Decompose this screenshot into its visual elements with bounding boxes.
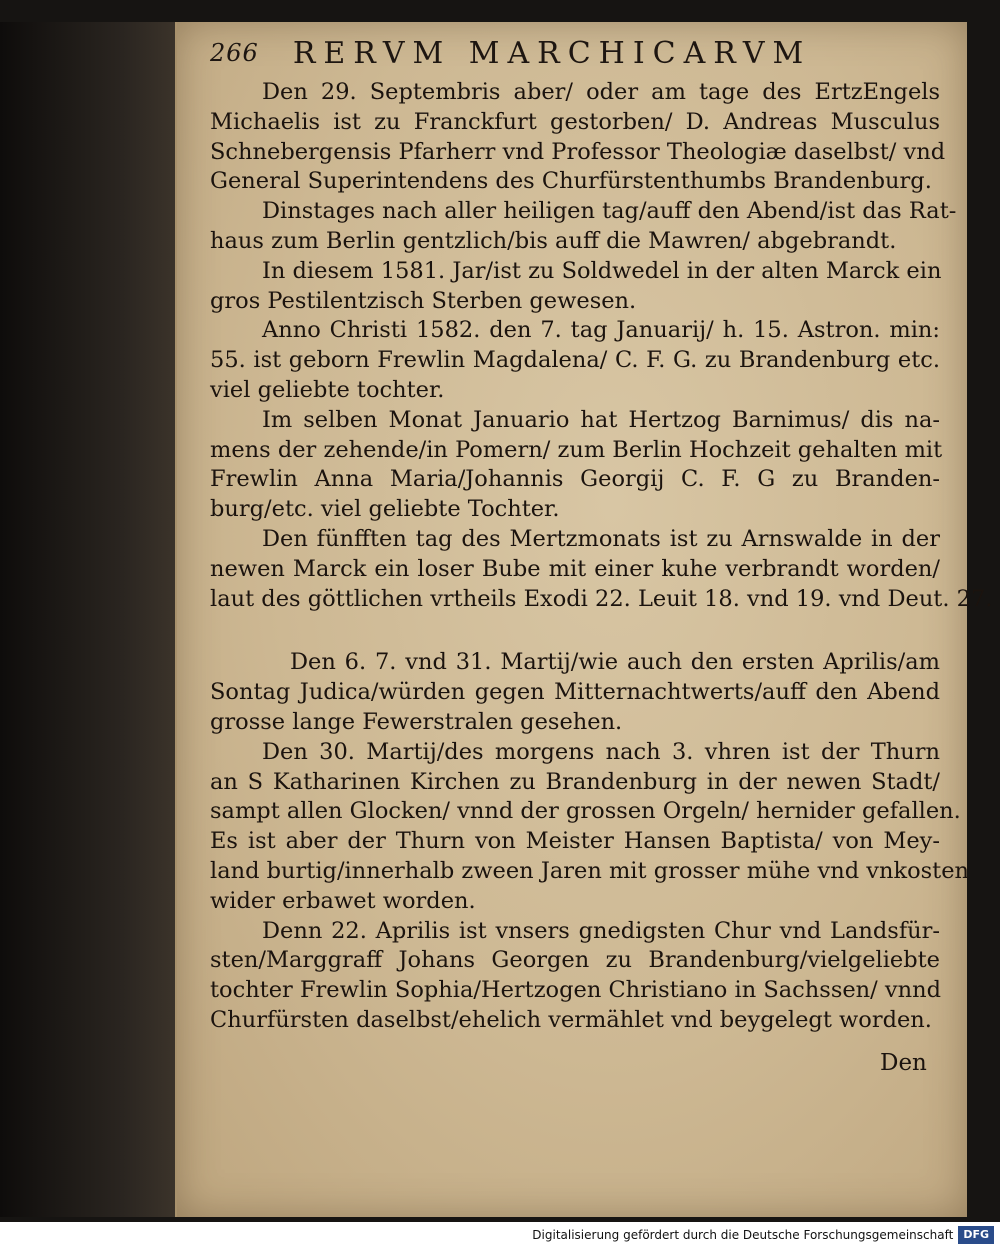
text-line: grosse lange Fewerstralen gesehen. [210,708,623,735]
text-line: viel geliebte tochter. [210,376,445,403]
text-line: Den 29. Septembris aber/ oder am tage des ErtzEngels [262,79,940,105]
text-line: Den fünfften tag des Mertzmonats ist zu Arnswalde in der [262,525,940,552]
text-line: newen Marck ein loser Bube mit einer kuhe verbrandt worden/ [210,555,940,582]
text-line: In diesem 1581. Jar/ist zu Soldwedel in der alten Marck ein [262,257,942,284]
text-line: wider erbawet worden. [210,887,476,914]
text-line: Anno Christi 1582. den 7. tag Januarij/ h. 15. Astron. min: [262,317,940,344]
page-text [210,78,993,1036]
text-line: Schnebergensis Pfarherr vnd Professor Theologiæ daselbst/ vnd [210,138,946,165]
text-line: Sontag Judica/würden gegen Mitternachtwerts/auff den Abend [210,679,940,706]
text-line: Denn 22. Aprilis ist vnsers gnedigsten Chur vnd Landsfür- [262,917,940,944]
text-line: Dinstages nach aller heiligen tag/auff den Abend/ist das Rat- [262,198,957,225]
text-line: Michaelis ist zu Franckfurt gestorben/ D. Andreas Musculus [210,108,940,135]
text-line: Den 30. Martij/des morgens nach 3. vhren ist der Thurn [262,738,940,765]
text-line: Im selben Monat Januario hat Hertzog Barnimus/ dis na- [262,406,940,433]
paragraph-gap [210,614,940,648]
text-line: Frewlin Anna Maria/Johannis Georgij C. F. G zu Branden- [210,466,940,493]
page-number: 266 [210,39,259,67]
text-line: laut des göttlichen vrtheils Exodi 22. Leuit 18. vnd 19. vnd Deut. 27. [210,585,993,612]
dfg-logo: DFG [958,1226,994,1244]
text-line: burg/etc. viel geliebte Tochter. [210,496,560,523]
text-line: 55. ist geborn Frewlin Magdalena/ C. F. G. zu Brandenburg etc. [210,347,940,374]
text-line: tochter Frewlin Sophia/Hertzogen Christiano in Sachssen/ vnnd [210,977,941,1004]
text-line: Churfürsten daselbst/ehelich vermählet vnd beygelegt worden. [210,1006,932,1033]
text-line: sampt allen Glocken/ vnnd der grossen Orgeln/ hernider gefallen. [210,798,961,825]
footer-credit: Digitalisierung gefördert durch die Deutsche Forschungsgemeinschaft [532,1227,954,1242]
text-line: Den 6. 7. vnd 31. Martij/wie auch den ersten Aprilis/am [290,649,940,676]
running-title: RERVM MARCHICARVM [292,35,812,71]
text-line: land burtig/innerhalb zween Jaren mit grosser mühe vnd vnkosten [210,857,970,884]
text-line: gros Pestilentzisch Sterben gewesen. [210,287,637,314]
text-line: General Superintendens des Churfürstenthumbs Brandenburg. [210,168,932,195]
text-line: an S Katharinen Kirchen zu Brandenburg in der newen Stadt/ [210,768,940,795]
book-gutter [0,22,175,1217]
text-line: mens der zehende/in Pomern/ zum Berlin Hochzeit gehalten mit [210,436,943,463]
catchword: Den [880,1050,927,1076]
text-line: sten/Marggraff Johans Georgen zu Brandenburg/vielgeliebte [210,947,940,974]
text-line: haus zum Berlin gentzlich/bis auff die Mawren/ abgebrandt. [210,227,897,254]
text-line: Es ist aber der Thurn von Meister Hansen Baptista/ von Mey- [210,828,940,855]
running-head [210,30,900,76]
footer-bar [0,1222,1000,1247]
